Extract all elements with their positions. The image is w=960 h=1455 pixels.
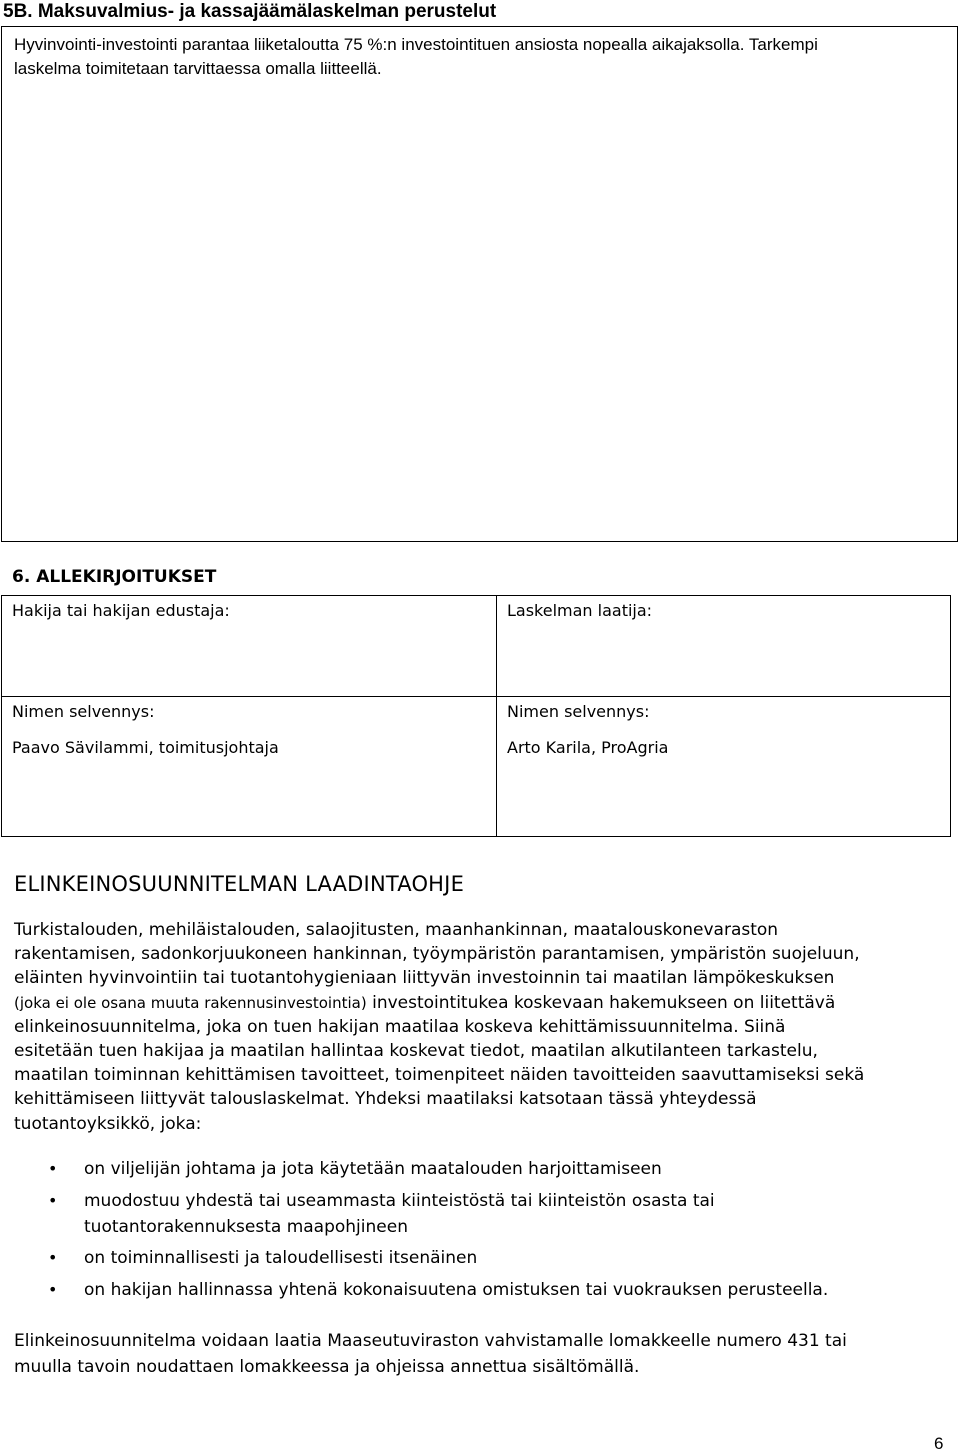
closing-paragraph bbox=[14, 1328, 949, 1380]
list-item-text: on viljelijän johtama ja jota käytetään maatalouden harjoittamiseen bbox=[84, 1159, 662, 1179]
guide-intro-line: kehittämiseen liittyvät talouslaskelmat. Yhdeksi maatilaksi katsotaan tässä yhteydessä bbox=[14, 1089, 757, 1110]
bullet-icon: • bbox=[48, 1159, 58, 1178]
applicant-signature-label: Hakija tai hakijan edustaja: bbox=[12, 601, 230, 620]
calculator-signature-field[interactable] bbox=[497, 596, 951, 697]
guide-intro-line-rest: investointitukea koskevaan hakemukseen on liitettävä bbox=[366, 992, 836, 1013]
list-item-text: on hakijan hallinnassa yhtenä kokonaisuutena omistuksen tai vuokrauksen perusteella. bbox=[84, 1280, 829, 1300]
list-item-text: muodostuu yhdestä tai useammasta kiinteistöstä tai kiinteistön osasta tai bbox=[84, 1191, 715, 1211]
guide-intro-line bbox=[14, 991, 949, 1015]
section-5b-body-line: laskelma toimitetaan tarvittaessa omalla liitteellä. bbox=[14, 59, 382, 78]
calculator-signature-label: Laskelman laatija: bbox=[507, 601, 653, 620]
calculator-name-value: Arto Karila, ProAgria bbox=[507, 738, 669, 758]
bullet-icon: • bbox=[48, 1280, 58, 1299]
applicant-name-label: Nimen selvennys: bbox=[12, 702, 155, 722]
applicant-signature-field[interactable] bbox=[2, 596, 497, 697]
section-5b-heading: 5B. Maksuvalmius- ja kassajäämälaskelman perustelut bbox=[3, 1, 497, 22]
applicant-name-value: Paavo Sävilammi, toimitusjohtaja bbox=[12, 738, 279, 758]
guide-intro-line: rakentamisen, sadonkorjuukoneen hankinnan, työympäristön parantamisen, ympäristön suojeluun, bbox=[14, 944, 860, 965]
list-item-text: on toiminnallisesti ja taloudellisesti itsenäinen bbox=[84, 1248, 478, 1268]
calculator-name-field[interactable] bbox=[497, 697, 951, 837]
guide-intro-line: eläinten hyvinvointiin tai tuotantohygieniaan liittyvän investoinnin tai maatilan lämpökeskuksen bbox=[14, 968, 835, 989]
section-5b-body-line: Hyvinvointi-investointi parantaa liiketaloutta 75 %:n investointituen ansiosta nopealla aikajaksolla. Tarkempi bbox=[14, 35, 818, 54]
page-number: 6 bbox=[934, 1434, 944, 1453]
guide-intro-line: Turkistalouden, mehiläistalouden, salaojitusten, maanhankinnan, maatalouskonevaraston bbox=[14, 920, 779, 940]
guide-intro-small-text: (joka ei ole osana muuta rakennusinvestointia) bbox=[14, 993, 367, 1012]
section-5b-text-box[interactable] bbox=[1, 26, 958, 542]
bullet-icon: • bbox=[48, 1248, 58, 1267]
calculator-name-label: Nimen selvennys: bbox=[507, 702, 650, 722]
guide-intro-paragraph bbox=[14, 918, 949, 1136]
signature-table bbox=[1, 595, 951, 837]
list-item-text: tuotantorakennuksesta maapohjineen bbox=[84, 1217, 408, 1237]
applicant-name-field[interactable] bbox=[2, 697, 497, 837]
guide-intro-line: elinkeinosuunnitelma, joka on tuen hakijan maatilaa koskeva kehittämissuunnitelma. Siinä bbox=[14, 1016, 786, 1037]
section-6-heading: 6. ALLEKIRJOITUKSET bbox=[12, 567, 217, 587]
guide-intro-line: tuotantoyksikkö, joka: bbox=[14, 1113, 202, 1134]
guide-intro-line: esitetään tuen hakijaa ja maatilan hallintaa koskevat tiedot, maatilan alkutilanteen tarkastelu, bbox=[14, 1041, 818, 1062]
bullet-icon: • bbox=[48, 1191, 58, 1210]
guide-title: ELINKEINOSUUNNITELMAN LAADINTAOHJE bbox=[14, 872, 465, 896]
guide-intro-line: maatilan toiminnan kehittämisen tavoitteet, toimenpiteet näiden tavoitteiden saavuttamiseksi sekä bbox=[14, 1065, 865, 1086]
closing-line: muulla tavoin noudattaen lomakkeessa ja ohjeissa annettua sisältömällä. bbox=[14, 1357, 640, 1377]
closing-line: Elinkeinosuunnitelma voidaan laatia Maaseutuviraston vahvistamalle lomakkeelle numero 431 tai bbox=[14, 1331, 847, 1351]
